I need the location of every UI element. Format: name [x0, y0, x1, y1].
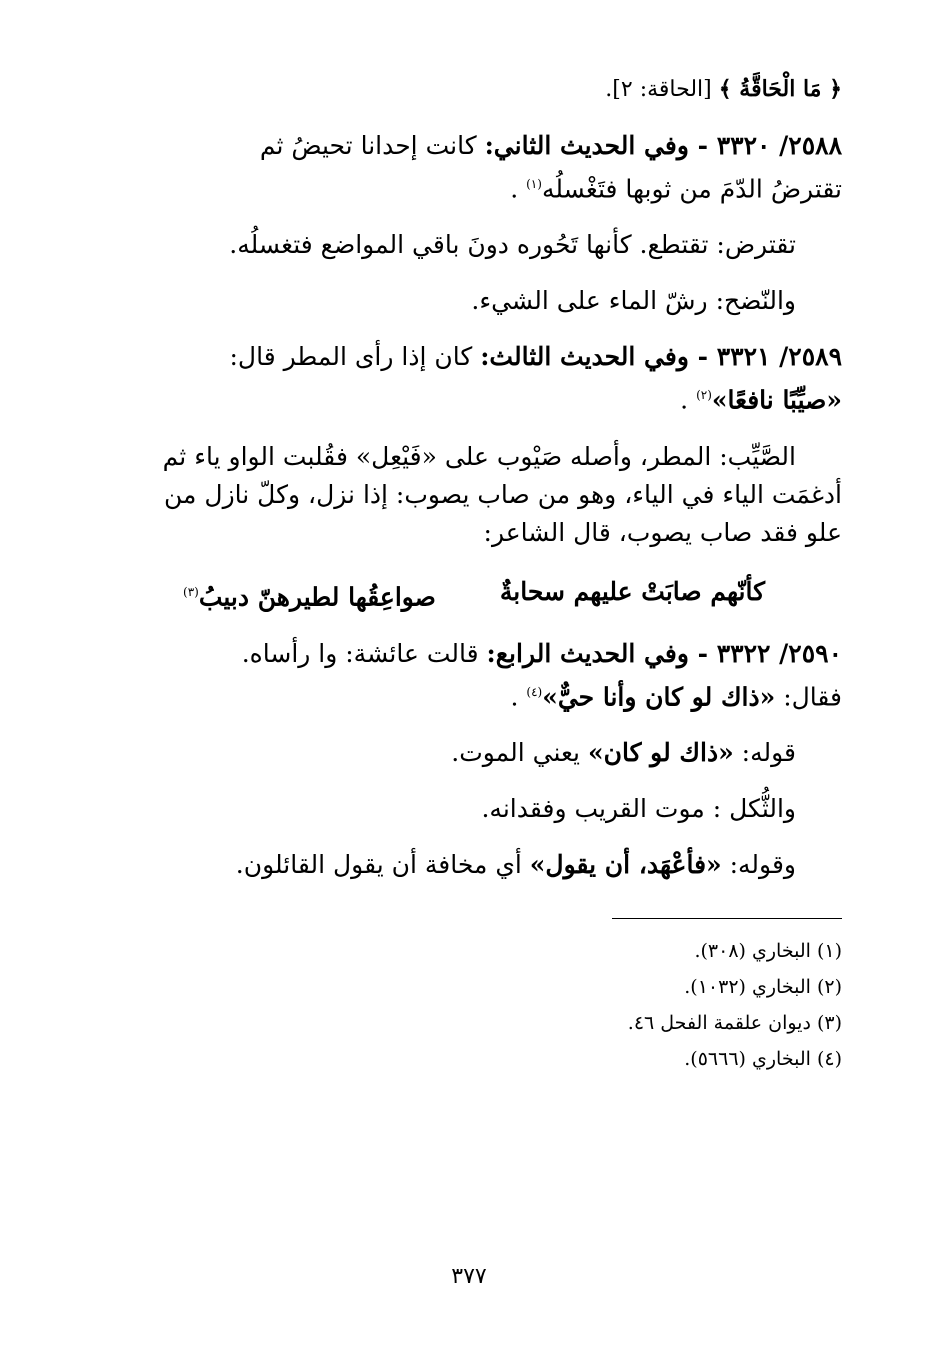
gloss-line: الصَّيِّب: المطر، وأصله صَيْوب على «فَيْعِل» فقُلبت الواو ياء ثم — [162, 441, 796, 471]
footnote-ref: (١) — [526, 177, 542, 191]
hadith-text: تقترضُ الدّمَ من ثوبها فتَغْسلُه — [541, 174, 842, 204]
footnote: (١) البخاري (٣٠٨). — [694, 940, 842, 963]
footnote-divider — [612, 918, 842, 919]
poem-first-hemistich: كأنّهم صابَتْ عليهم سحابةٌ — [499, 576, 765, 606]
gloss-line: علو فقد صاب يصوب، قال الشاعر: — [483, 517, 842, 547]
hadith-text-end: . — [510, 682, 527, 712]
gloss-line: أدغمَت الياء في الياء، وهو من صاب يصوب: إذا نزل، وكلّ نازل من — [164, 479, 842, 509]
quran-verse-line — [106, 70, 842, 109]
quran-verse-text: ﴿ مَا الْحَاقَّةُ ﴾ — [718, 76, 842, 102]
poem-second-hemistich-wrap — [183, 572, 436, 617]
hadith-heading: وفي الحديث الرابع: — [486, 638, 698, 668]
gloss-line — [106, 734, 796, 772]
gloss-line: والنّضح: رشّ الماء على الشيء. — [471, 286, 796, 316]
gloss-suffix: يعني الموت. — [451, 738, 588, 768]
hadith-quote: «ذاك لو كان وأنا حيٌّ» — [542, 682, 776, 712]
hadith-text: قالت عائشة: وا رأساه. — [241, 638, 487, 668]
gloss-2590 — [106, 734, 842, 884]
gloss-quote: «ذاك لو كان» — [587, 738, 734, 768]
hadith-line — [106, 673, 842, 716]
hadith-2588 — [106, 127, 842, 208]
poem-second-hemistich: صواعِقُها لطيرهنّ دبيبُ — [198, 581, 436, 611]
hadith-number: ٢٥٩٠/ ٣٣٢٢ - — [697, 638, 842, 668]
gloss-quote: «فأعْهَد، أن يقول» — [529, 850, 722, 880]
poem-verse — [106, 572, 842, 617]
footnote-ref: (٣) — [183, 584, 199, 599]
hadith-text-end: . — [510, 174, 527, 204]
hadith-text-end: . — [680, 385, 697, 415]
hadith-text: فقال: — [775, 682, 842, 712]
gloss-line — [106, 846, 796, 884]
hadith-line — [106, 338, 842, 376]
gloss-2588 — [106, 226, 842, 320]
hadith-heading: وفي الحديث الثاني: — [484, 131, 698, 160]
hadith-quote: «صيِّبًا نافعًا» — [711, 385, 842, 415]
hadith-number: ٢٥٨٨/ ٣٣٢٠ - — [697, 131, 842, 160]
hadith-2590 — [106, 635, 842, 716]
gloss-line: والثُّكل : موت القريب وفقدانه. — [481, 794, 796, 824]
hadith-text: كانت إحدانا تحيضُ ثم — [259, 131, 485, 160]
hadith-number: ٢٥٨٩/ ٣٣٢١ - — [697, 342, 842, 372]
gloss-prefix: قوله: — [733, 738, 796, 768]
hadith-line — [106, 635, 842, 673]
gloss-prefix: وقوله: — [721, 850, 796, 880]
footnote: (٤) البخاري (٥٦٦٦). — [684, 1048, 842, 1071]
quran-verse-reference: [الحاقة: ٢]. — [605, 77, 719, 102]
footnotes — [106, 933, 842, 1077]
hadith-2589 — [106, 338, 842, 419]
hadith-line — [106, 376, 842, 419]
hadith-heading: وفي الحديث الثالث: — [480, 342, 698, 372]
gloss-2589 — [106, 438, 842, 552]
footnote: (٣) ديوان علقمة الفحل ٤٦. — [627, 1012, 842, 1035]
footnote-ref: (٤) — [526, 684, 543, 699]
hadith-text: كان إذا رأى المطر قال: — [229, 342, 481, 372]
footnote: (٢) البخاري (١٠٣٢). — [684, 976, 842, 999]
footnote-ref: (٢) — [696, 388, 712, 403]
hadith-line — [106, 127, 842, 165]
page-number: ٣٧٧ — [451, 1264, 487, 1289]
gloss-suffix: أي مخافة أن يقول القائلون. — [235, 850, 530, 880]
hadith-line — [106, 165, 842, 208]
gloss-line: تقترض: تقتطع. كأنها تَحُوره دونَ باقي المواضع فتغسلُه. — [229, 230, 796, 260]
